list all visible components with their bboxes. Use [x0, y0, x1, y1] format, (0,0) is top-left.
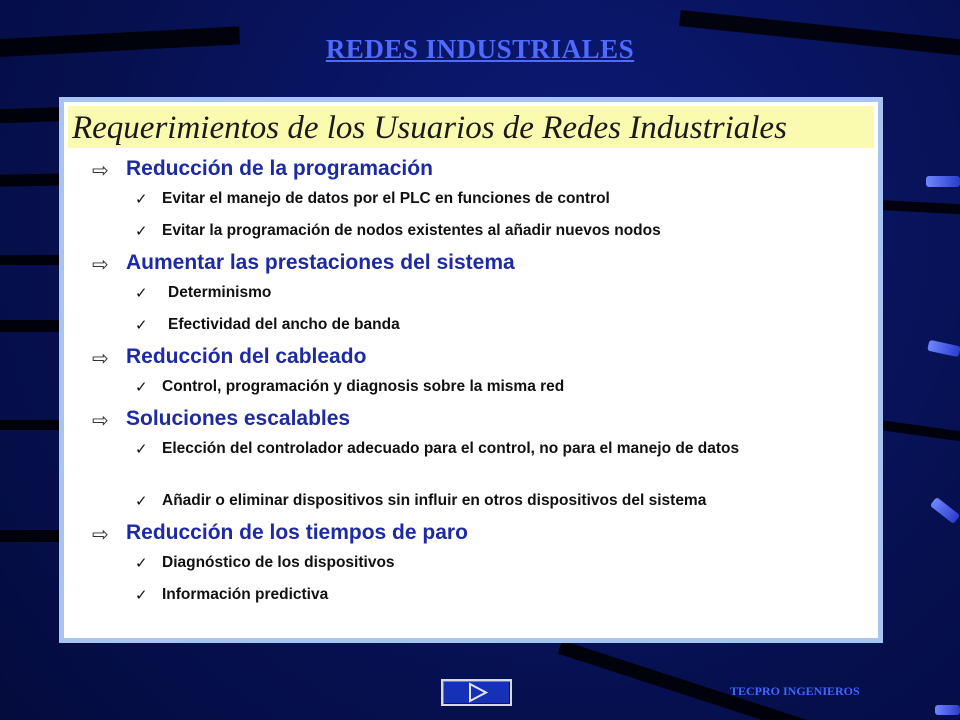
background-streak — [0, 320, 65, 332]
checkmark-icon: ✓ — [135, 493, 148, 510]
checkmark-icon: ✓ — [135, 191, 148, 208]
background-streak — [0, 530, 65, 542]
checkmark-icon: ✓ — [135, 587, 148, 604]
list-item — [64, 312, 878, 344]
background-streak — [0, 420, 60, 430]
checkmark-icon: ✓ — [135, 441, 148, 458]
section-heading — [64, 406, 878, 436]
list-item-text: Evitar la programación de nodos existentes al añadir nuevos nodos — [162, 222, 661, 239]
list-item — [64, 218, 878, 250]
section-label: Reducción de la programación — [126, 157, 433, 180]
requirements-list — [64, 156, 878, 614]
content-panel — [59, 97, 883, 643]
hollow-right-arrow-icon: ⇨ — [92, 160, 109, 182]
list-item-text: Determinismo — [168, 284, 272, 301]
list-item — [64, 186, 878, 218]
background-accent — [926, 176, 960, 187]
checkmark-icon: ✓ — [135, 379, 148, 396]
list-item — [64, 488, 878, 520]
slide-title: REDES INDUSTRIALES — [325, 34, 635, 64]
list-item-text: Control, programación y diagnosis sobre la misma red — [162, 378, 565, 395]
list-item — [64, 280, 878, 312]
panel-header-band — [68, 106, 874, 148]
checkmark-icon: ✓ — [135, 317, 148, 334]
checkmark-icon: ✓ — [135, 285, 148, 302]
panel-header-text: Requerimientos de los Usuarios de Redes Industriales — [72, 110, 787, 146]
list-item-text: Evitar el manejo de datos por el PLC en funciones de control — [162, 190, 610, 207]
brand-label: TECPRO INGENIEROS — [730, 684, 860, 698]
list-item — [64, 436, 878, 488]
section-heading — [64, 520, 878, 550]
list-item — [64, 550, 878, 582]
section-label: Reducción del cableado — [126, 345, 367, 368]
list-item-text: Efectividad del ancho de banda — [168, 316, 400, 333]
background-accent — [935, 705, 960, 715]
section-label: Reducción de los tiempos de paro — [126, 521, 468, 544]
list-item-text: Añadir o eliminar dispositivos sin influir en otros dispositivos del sistema — [162, 492, 707, 509]
hollow-right-arrow-icon: ⇨ — [92, 410, 109, 432]
checkmark-icon: ✓ — [135, 223, 148, 240]
section-heading — [64, 156, 878, 186]
hollow-right-arrow-icon: ⇨ — [92, 348, 109, 370]
list-item-text: Información predictiva — [162, 586, 329, 603]
play-triangle-icon — [443, 681, 510, 704]
section-label: Soluciones escalables — [126, 407, 351, 430]
list-item-text: Diagnóstico de los dispositivos — [162, 554, 395, 571]
section-label: Aumentar las prestaciones del sistema — [126, 251, 515, 274]
section-heading — [64, 344, 878, 374]
section-heading — [64, 250, 878, 280]
list-item-text: Elección del controlador adecuado para el control, no para el manejo de datos — [162, 440, 740, 457]
hollow-right-arrow-icon: ⇨ — [92, 254, 109, 276]
next-slide-button[interactable] — [441, 679, 512, 706]
list-item — [64, 582, 878, 614]
hollow-right-arrow-icon: ⇨ — [92, 524, 109, 546]
background-streak — [0, 255, 60, 265]
list-item — [64, 374, 878, 406]
checkmark-icon: ✓ — [135, 555, 148, 572]
